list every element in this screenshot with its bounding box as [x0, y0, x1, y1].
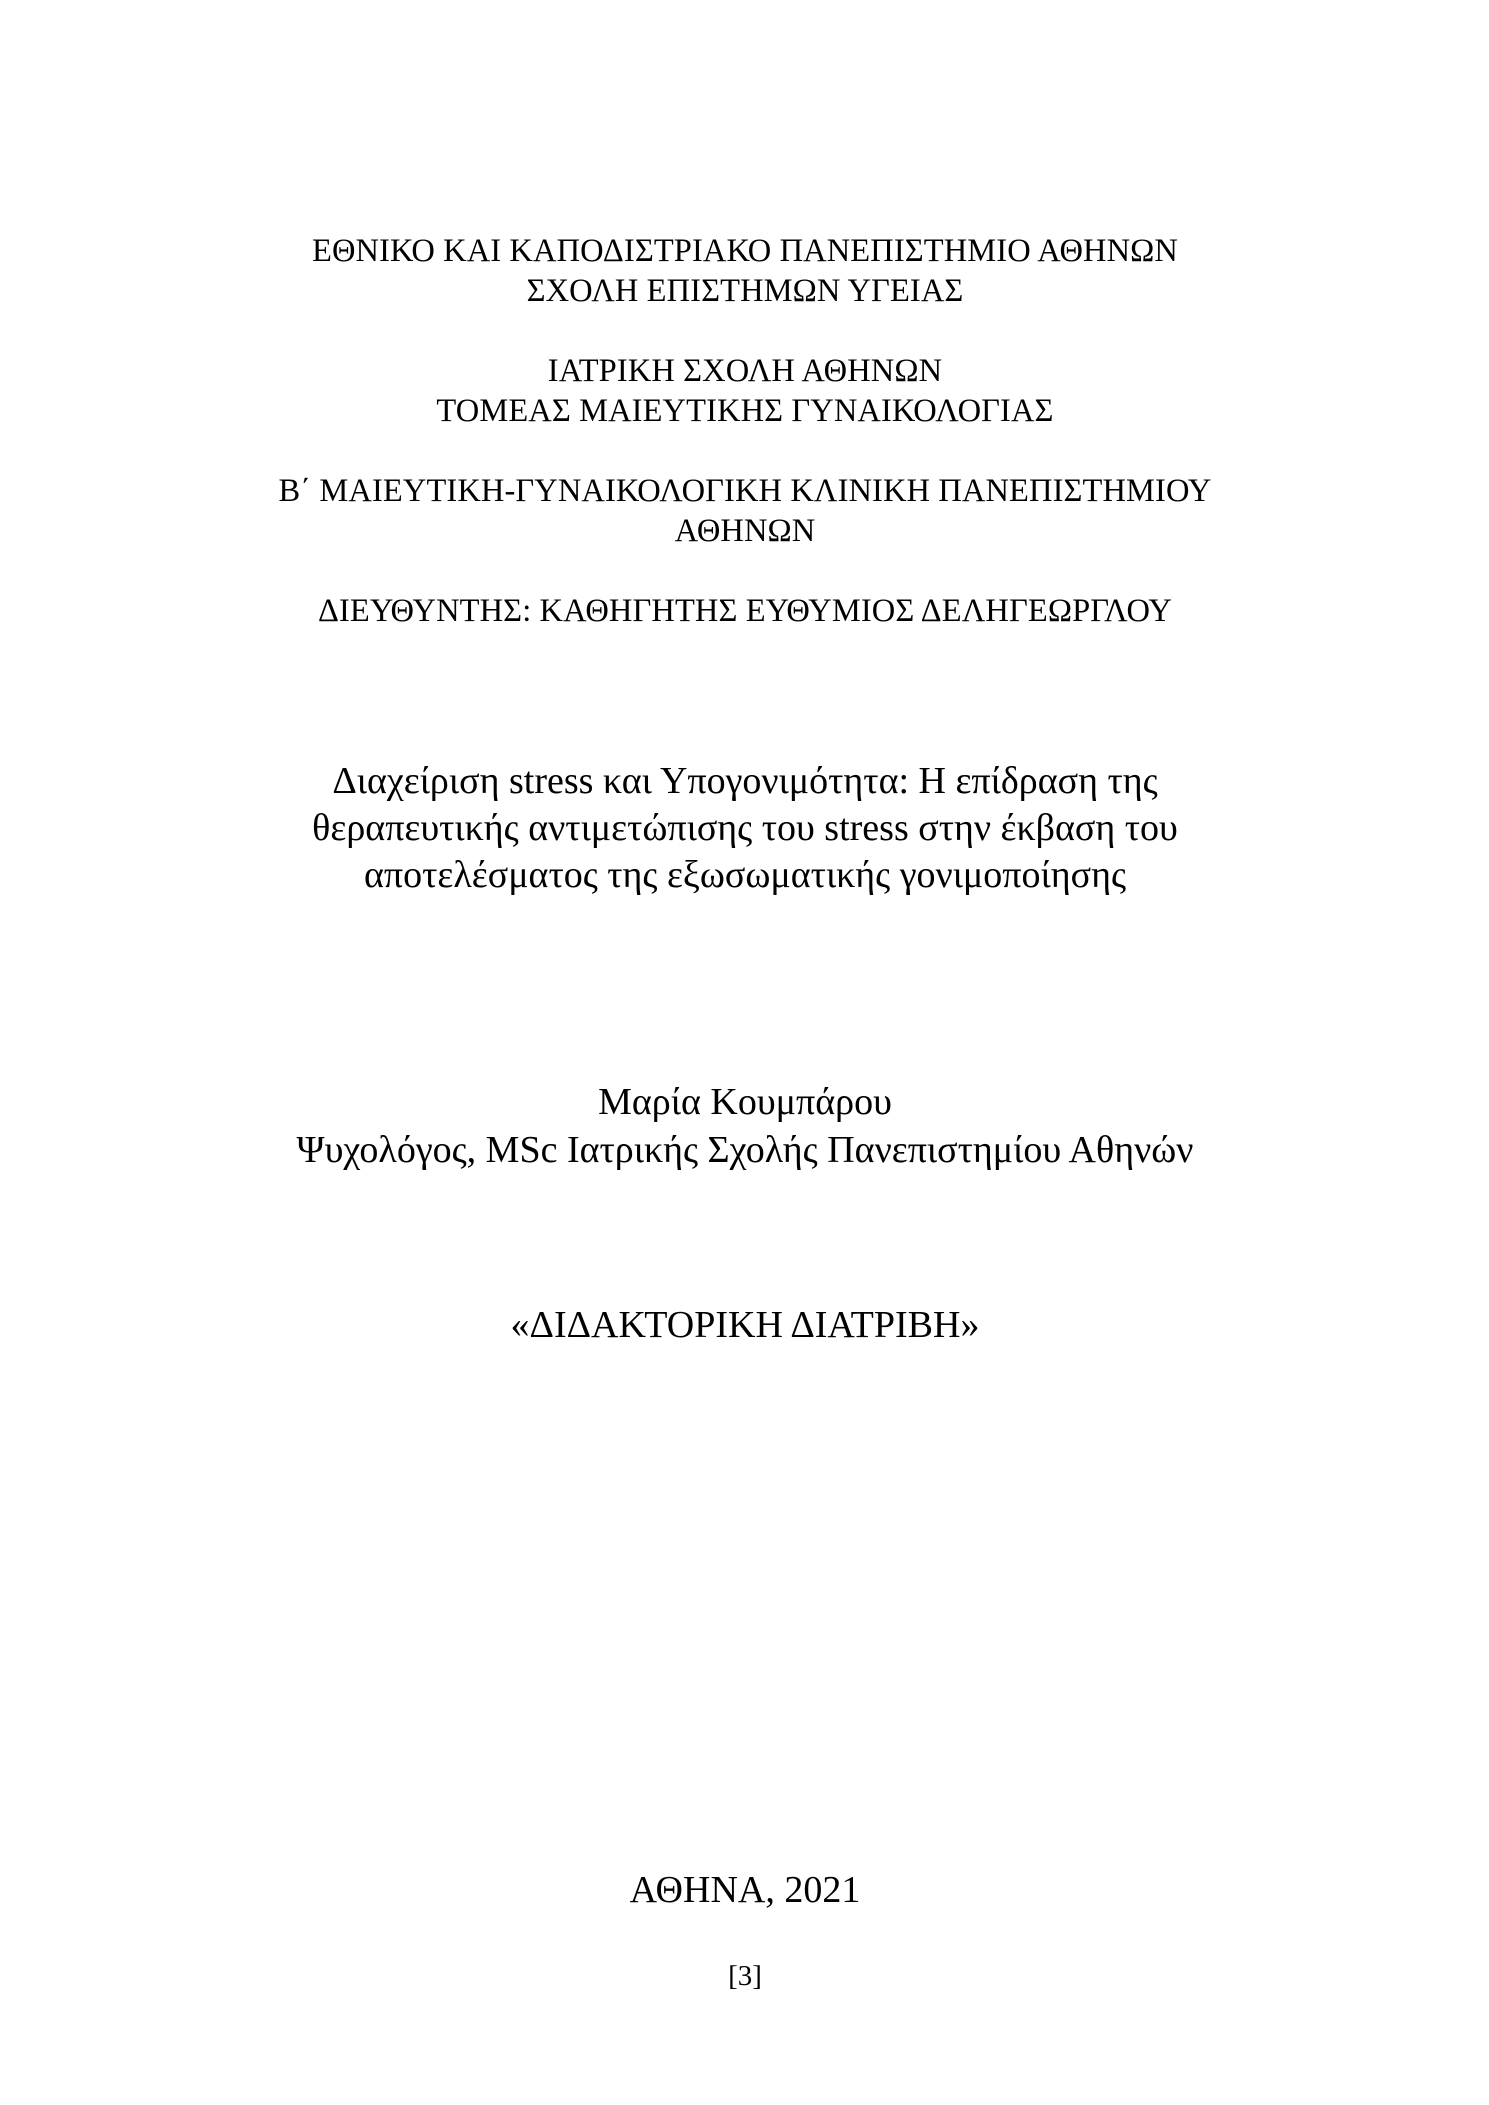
thesis-type: «ΔΙΔΑΚΤΟΡΙΚΗ ΔΙΑΤΡΙΒΗ»: [510, 1304, 980, 1346]
place-year-block: [180, 1866, 1310, 1914]
author-name: Μαρία Κουμπάρου: [598, 1081, 892, 1123]
faculty-header: [180, 351, 1310, 431]
thesis-type-block: [180, 1301, 1310, 1349]
university-header: [180, 231, 1310, 311]
clinic-name-line2: ΑΘΗΝΩΝ: [674, 513, 816, 549]
page-number-block: [180, 1958, 1310, 1994]
clinic-header: [180, 471, 1310, 551]
university-name: ΕΘΝΙΚΟ ΚΑΙ ΚΑΠΟΔΙΣΤΡΙΑΚΟ ΠΑΝΕΠΙΣΤΗΜΙΟ ΑΘΗΝΩΝ: [312, 233, 1178, 269]
clinic-name-line1: Β΄ ΜΑΙΕΥΤΙΚΗ-ΓΥΝΑΙΚΟΛΟΓΙΚΗ ΚΛΙΝΙΚΗ ΠΑΝΕΠΙΣΤΗΜΙΟΥ: [278, 473, 1212, 509]
author-block: [180, 1078, 1310, 1174]
author-credentials: Ψυχολόγος, MSc Ιατρικής Σχολής Πανεπιστημίου Αθηνών: [296, 1129, 1194, 1171]
director-header: [180, 591, 1310, 631]
thesis-title: [180, 758, 1310, 899]
place-year: ΑΘΗΝΑ, 2021: [629, 1869, 861, 1911]
thesis-title-line3: αποτελέσματος της εξωσωματικής γονιμοποίησης: [364, 854, 1126, 896]
school-name: ΣΧΟΛΗ ΕΠΙΣΤΗΜΩΝ ΥΓΕΙΑΣ: [526, 273, 964, 309]
page-number: [3]: [728, 1960, 762, 1992]
faculty-name: ΙΑΤΡΙΚΗ ΣΧΟΛΗ ΑΘΗΝΩΝ: [547, 353, 943, 389]
sector-name: ΤΟΜΕΑΣ ΜΑΙΕΥΤΙΚΗΣ ΓΥΝΑΙΚΟΛΟΓΙΑΣ: [436, 393, 1054, 429]
director-line: ΔΙΕΥΘΥΝΤΗΣ: ΚΑΘΗΓΗΤΗΣ ΕΥΘΥΜΙΟΣ ΔΕΛΗΓΕΩΡΓΛΟΥ: [318, 593, 1172, 629]
thesis-title-line1: Διαχείριση stress και Υπογονιμότητα: Η επίδραση της: [332, 760, 1158, 802]
thesis-title-line2: θεραπευτικής αντιμετώπισης του stress στην έκβαση του: [312, 807, 1178, 849]
